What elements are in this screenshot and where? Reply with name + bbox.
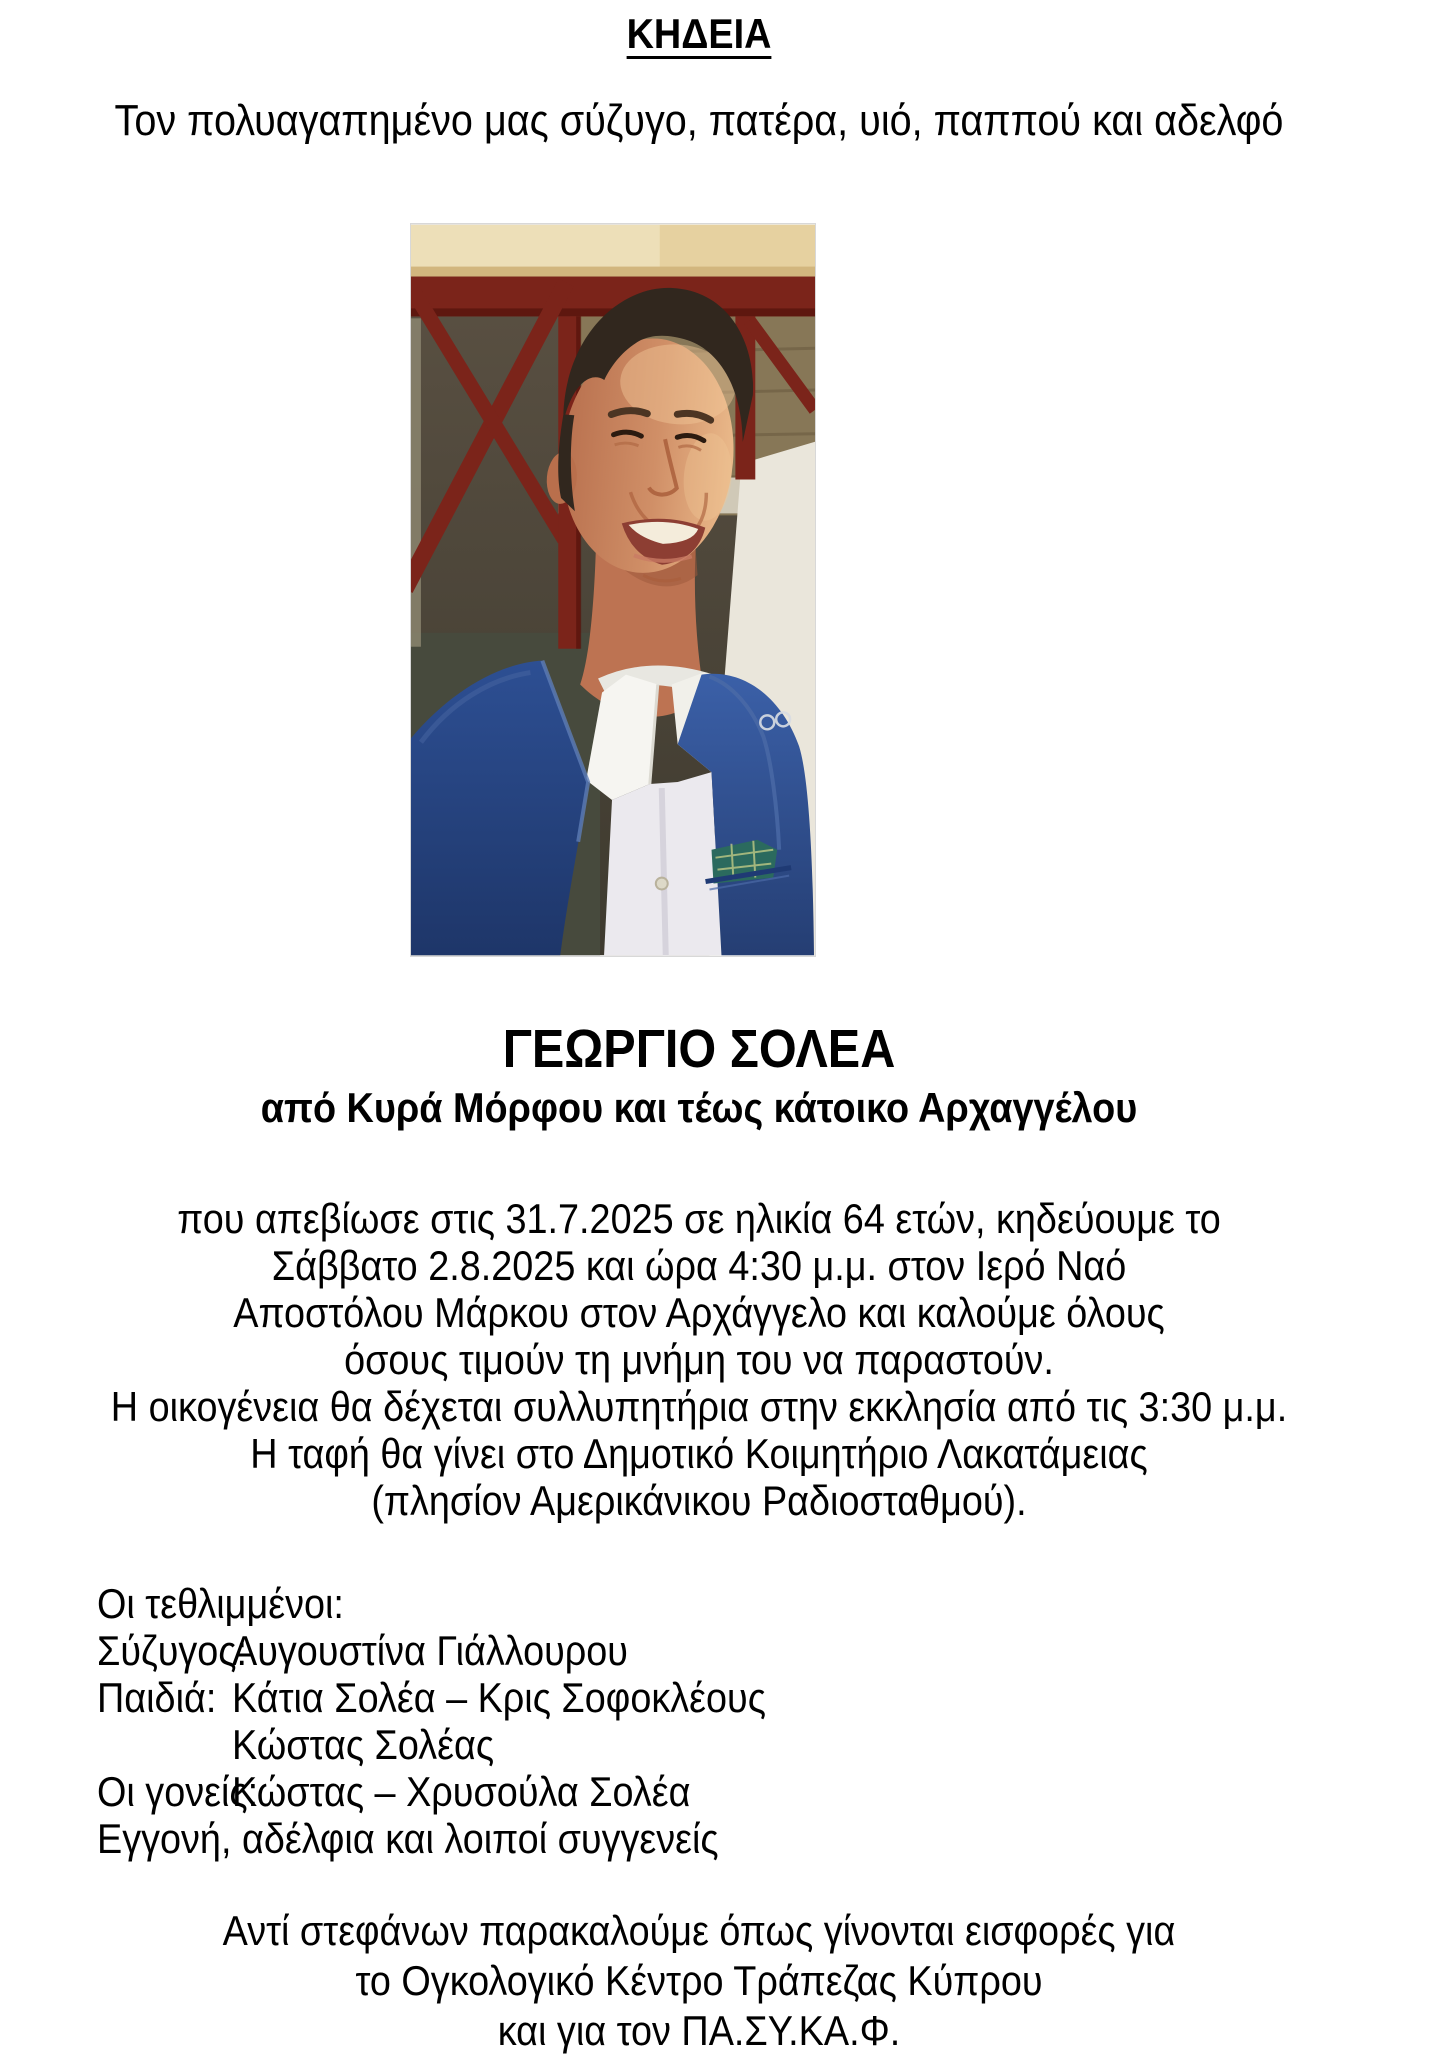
deceased-photo: [410, 223, 816, 957]
mourner-value: Αυγουστίνα Γιάλλουρου: [232, 1627, 628, 1674]
mourners-section: [97, 1580, 1268, 1862]
deceased-name: ΓΕΩΡΓΙΟ ΣΟΛΕΑ: [502, 1019, 896, 1079]
page-title: ΚΗΔΕΙΑ: [626, 10, 772, 57]
mourner-row: [97, 1721, 1268, 1768]
mourner-value: Κώστας Σολέας: [232, 1721, 495, 1768]
mourner-label: Παιδιά:: [97, 1674, 217, 1721]
portrait-illustration: [411, 224, 815, 956]
mourner-row: [97, 1768, 1268, 1815]
announcement-line: Σάββατο 2.8.2025 και ώρα 4:30 μ.μ. στον Ιερό Ναό: [271, 1242, 1127, 1289]
mourner-value: Κάτια Σολέα – Κρις Σοφοκλέους: [232, 1674, 766, 1721]
mourner-label: Οι γονείς:: [97, 1768, 259, 1815]
announcement-line: όσους τιμούν τη μνήμη του να παραστούν.: [344, 1336, 1054, 1383]
mourners-closing: Εγγονή, αδέλφια και λοιποί συγγενείς: [97, 1815, 719, 1862]
mourner-row: [97, 1627, 1268, 1674]
announcement-line: (πλησίον Αμερικάνικου Ραδιοσταθμού).: [371, 1477, 1027, 1524]
donations-section: [70, 1906, 1328, 2056]
mourner-value: Κώστας – Χρυσούλα Σολέα: [232, 1768, 691, 1815]
donations-line: Αντί στεφάνων παρακαλούμε όπως γίνονται εισφορές για: [222, 1907, 1176, 1954]
announcement-line: Η ταφή θα γίνει στο Δημοτικό Κοιμητήριο Λακατάμειας: [250, 1430, 1148, 1477]
donations-line: το Ογκολογικό Κέντρο Τράπεζας Κύπρου: [355, 1957, 1043, 2004]
funeral-details: [70, 1195, 1328, 1524]
announcement-line: Η οικογένεια θα δέχεται συλλυπητήρια στην εκκλησία από τις 3:30 μ.μ.: [110, 1383, 1288, 1430]
mourners-heading: Οι τεθλιμμένοι:: [97, 1580, 344, 1627]
announcement-line: Αποστόλου Μάρκου στον Αρχάγγελο και καλούμε όλους: [233, 1289, 1165, 1336]
mourner-label: Σύζυγος:: [97, 1627, 248, 1674]
origin-line: από Κυρά Μόρφου και τέως κάτοικο Αρχαγγέλου: [260, 1084, 1138, 1131]
mourner-row: [97, 1674, 1268, 1721]
mourner-label: [97, 1721, 232, 1768]
dedication-line: Τον πολυαγαπημένο μας σύζυγο, πατέρα, υιό, παππού και αδελφό: [114, 96, 1284, 145]
obituary-page: [0, 8, 1398, 2056]
title-row: [70, 8, 1328, 70]
announcement-line: που απεβίωσε στις 31.7.2025 σε ηλικία 64 ετών, κηδεύουμε το: [177, 1195, 1221, 1242]
donations-line: και για τον ΠΑ.ΣΥ.ΚΑ.Φ.: [497, 2007, 901, 2054]
